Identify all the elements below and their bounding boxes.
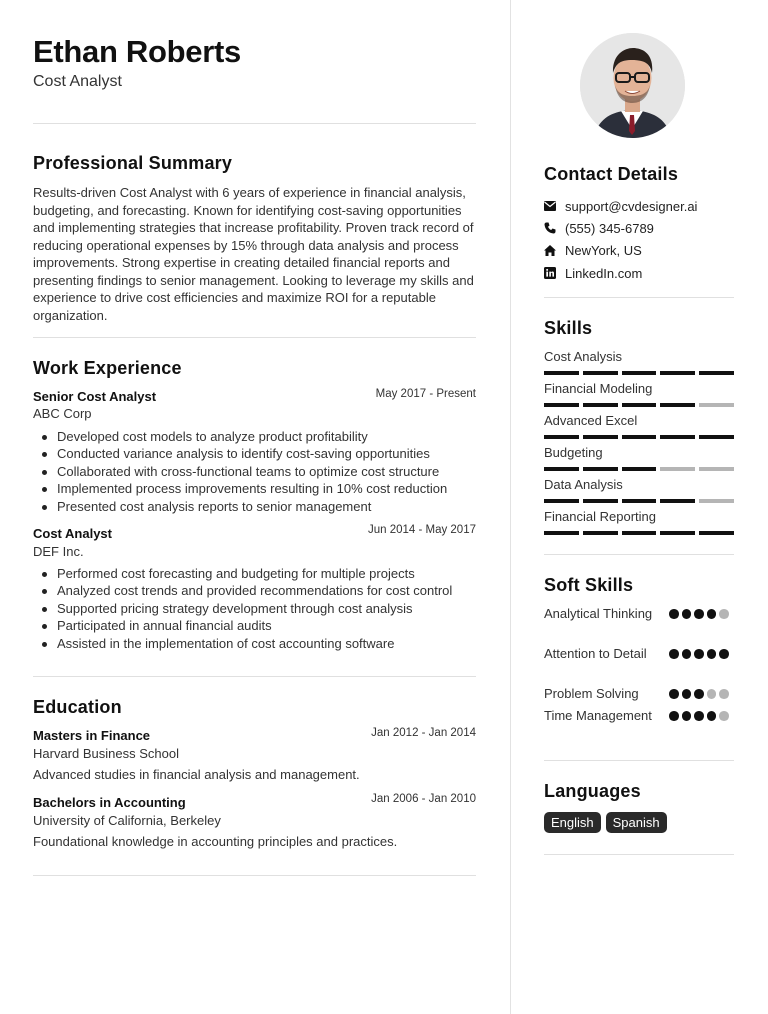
skill-level-segment (699, 467, 734, 471)
contact-location-text: NewYork, US (565, 242, 642, 258)
skill-level-bar (544, 467, 734, 471)
skill-level-segment (544, 403, 579, 407)
job-company: DEF Inc. (33, 544, 84, 559)
skill-name: Data Analysis (544, 477, 623, 492)
rating-dot (682, 609, 692, 619)
skill-level-segment (699, 499, 734, 503)
skill-level-bar (544, 435, 734, 439)
skill-level-segment (583, 435, 618, 439)
summary-divider (33, 337, 476, 338)
education-divider (33, 875, 476, 876)
contact-email-text: support@cvdesigner.ai (565, 198, 698, 214)
skill-level-segment (583, 467, 618, 471)
skills-divider (544, 554, 734, 555)
summary-text: Results-driven Cost Analyst with 6 years of experience in financial analysis, budgeting, and forecasting. Known for identifying cost-saving opportunities and implementing strategies that increase profitability. Proven track record of reducing operational expenses by 15% through data analysis and process improvements. Strong expertise in creating detailed financial reports and presenting findings to senior management. Looking to leverage my skills and experience to drive cost efficiencies and maximize ROI for a reputable organization. (33, 185, 474, 323)
profile-photo-icon (580, 33, 685, 138)
soft-skill-rating (669, 711, 729, 721)
soft-skill-name: Time Management (544, 708, 652, 723)
column-divider (510, 0, 511, 1014)
soft-skill-name: Analytical Thinking (544, 606, 653, 621)
job-bullets (33, 565, 476, 652)
rating-dot (719, 711, 729, 721)
soft-skill-name: Attention to Detail (544, 646, 647, 661)
skill-level-segment (583, 499, 618, 503)
skill-level-segment (699, 403, 734, 407)
languages-heading: Languages (544, 781, 641, 801)
list-item: Presented cost analysis reports to senior management (33, 498, 476, 515)
soft-skill-rating (669, 609, 729, 619)
languages-list (544, 812, 667, 833)
language-chip: Spanish (606, 812, 667, 833)
contact-email[interactable] (544, 197, 697, 215)
contact-heading: Contact Details (544, 164, 679, 184)
summary-heading: Professional Summary (33, 153, 233, 173)
rating-dot (682, 711, 692, 721)
skill-level-segment (622, 531, 657, 535)
home-icon (544, 244, 556, 256)
rating-dot (707, 689, 717, 699)
skill-name: Cost Analysis (544, 349, 623, 364)
skill-level-segment (699, 371, 734, 375)
skill-level-segment (544, 531, 579, 535)
contact-linkedin-text: LinkedIn.com (565, 265, 643, 281)
rating-dot (694, 689, 704, 699)
rating-dot (694, 649, 704, 659)
soft-skills-divider (544, 760, 734, 761)
list-item: Conducted variance analysis to identify cost-saving opportunities (33, 445, 476, 462)
rating-dot (669, 609, 679, 619)
skill-level-segment (660, 371, 695, 375)
linkedin-icon (544, 267, 556, 279)
list-item: Implemented process improvements resulting in 10% cost reduction (33, 480, 476, 497)
education-description: Advanced studies in financial analysis and management. (33, 767, 360, 782)
skill-name: Financial Modeling (544, 381, 653, 396)
degree-title: Bachelors in Accounting (33, 795, 186, 810)
rating-dot (707, 609, 717, 619)
soft-skill-rating (669, 689, 729, 699)
degree-title: Masters in Finance (33, 728, 151, 743)
candidate-name: Ethan Roberts (33, 34, 241, 69)
contact-linkedin[interactable] (544, 264, 642, 282)
rating-dot (707, 649, 717, 659)
list-item: Developed cost models to analyze product profitability (33, 428, 476, 445)
job-company: ABC Corp (33, 406, 92, 421)
skill-level-segment (622, 467, 657, 471)
skill-level-segment (660, 435, 695, 439)
job-date: Jun 2014 - May 2017 (367, 524, 476, 536)
skill-level-segment (699, 531, 734, 535)
rating-dot (682, 689, 692, 699)
skill-level-segment (660, 467, 695, 471)
list-item: Collaborated with cross-functional teams to optimize cost structure (33, 463, 476, 480)
education-description: Foundational knowledge in accounting principles and practices. (33, 834, 398, 849)
education-heading: Education (33, 697, 122, 717)
experience-divider (33, 676, 476, 677)
language-chip: English (544, 812, 601, 833)
rating-dot (719, 689, 729, 699)
skill-level-segment (583, 371, 618, 375)
soft-skill-rating (669, 649, 729, 659)
skill-level-segment (544, 499, 579, 503)
skill-level-segment (699, 435, 734, 439)
rating-dot (719, 609, 729, 619)
skill-level-segment (660, 531, 695, 535)
list-item: Performed cost forecasting and budgeting for multiple projects (33, 565, 476, 582)
skill-level-segment (622, 371, 657, 375)
skill-name: Financial Reporting (544, 509, 657, 524)
education-date: Jan 2012 - Jan 2014 (371, 727, 476, 739)
job-title: Senior Cost Analyst (33, 389, 157, 404)
job-title: Cost Analyst (33, 526, 112, 541)
skill-level-bar (544, 531, 734, 535)
contact-location (544, 241, 642, 259)
header-divider (33, 123, 476, 124)
skill-level-segment (622, 403, 657, 407)
rating-dot (669, 649, 679, 659)
list-item: Participated in annual financial audits (33, 617, 476, 634)
rating-dot (719, 649, 729, 659)
rating-dot (669, 689, 679, 699)
phone-icon (544, 222, 556, 234)
skill-level-segment (622, 435, 657, 439)
school-name: University of California, Berkeley (33, 813, 221, 828)
skill-level-segment (544, 435, 579, 439)
rating-dot (694, 609, 704, 619)
skill-name: Advanced Excel (544, 413, 638, 428)
list-item: Analyzed cost trends and provided recommendations for cost control (33, 582, 476, 599)
list-item: Supported pricing strategy development through cost analysis (33, 600, 476, 617)
rating-dot (694, 711, 704, 721)
job-date: May 2017 - Present (375, 388, 476, 400)
skill-level-segment (622, 499, 657, 503)
list-item: Assisted in the implementation of cost accounting software (33, 635, 476, 652)
skill-level-bar (544, 499, 734, 503)
skill-level-bar (544, 371, 734, 375)
envelope-icon (544, 200, 556, 212)
rating-dot (707, 711, 717, 721)
skill-level-segment (660, 499, 695, 503)
skill-level-segment (660, 403, 695, 407)
languages-divider (544, 854, 734, 855)
soft-skill-name: Problem Solving (544, 686, 639, 701)
skill-level-segment (544, 371, 579, 375)
education-date: Jan 2006 - Jan 2010 (371, 793, 476, 805)
job-bullets (33, 428, 476, 515)
skill-level-bar (544, 403, 734, 407)
candidate-title: Cost Analyst (33, 73, 122, 90)
skill-level-segment (583, 531, 618, 535)
avatar (580, 33, 685, 138)
skills-heading: Skills (544, 318, 593, 338)
rating-dot (669, 711, 679, 721)
experience-heading: Work Experience (33, 358, 182, 378)
school-name: Harvard Business School (33, 746, 179, 761)
contact-phone-text: (555) 345-6789 (565, 220, 654, 236)
skill-name: Budgeting (544, 445, 603, 460)
contact-divider (544, 297, 734, 298)
skill-level-segment (544, 467, 579, 471)
contact-phone[interactable] (544, 219, 654, 237)
soft-skills-heading: Soft Skills (544, 575, 634, 595)
rating-dot (682, 649, 692, 659)
skill-level-segment (583, 403, 618, 407)
